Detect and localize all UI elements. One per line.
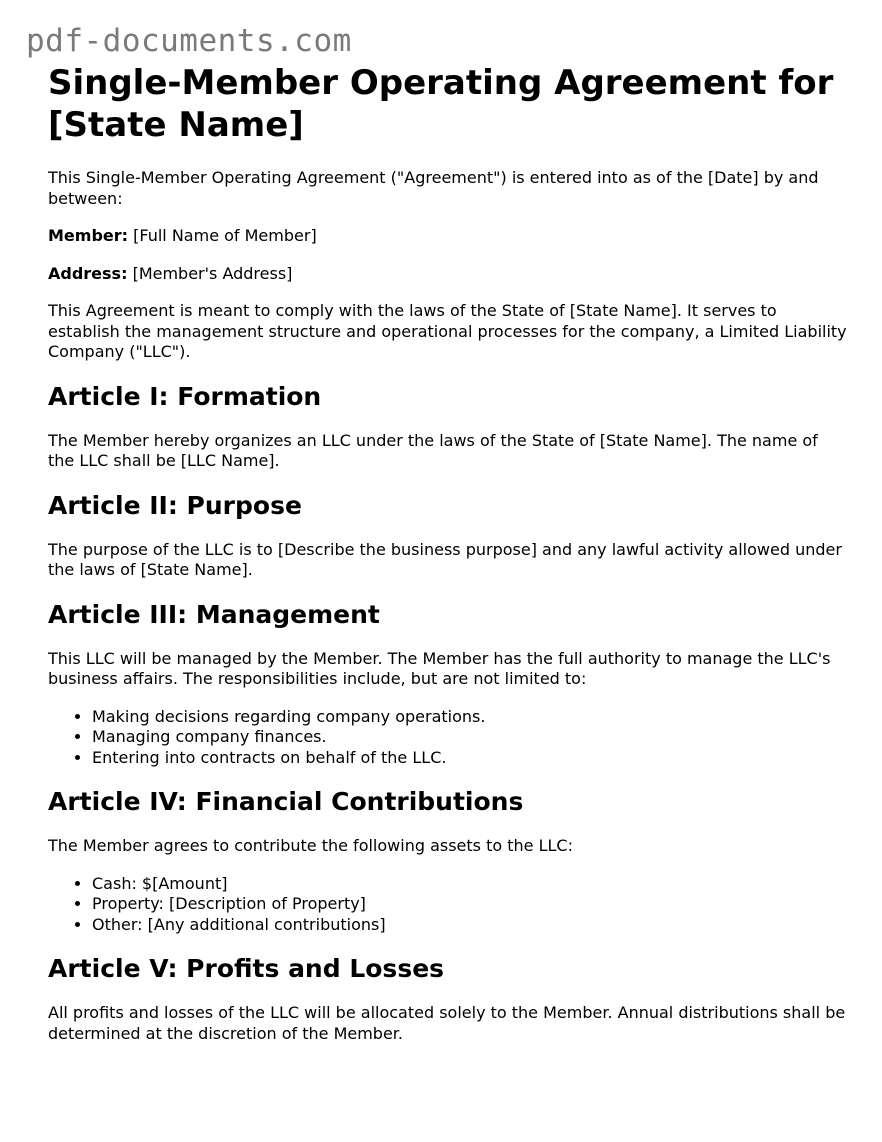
article-heading: Article I: Formation bbox=[48, 381, 322, 411]
address-value: [Member's Address] bbox=[132, 263, 293, 283]
article-heading: Article III: Management bbox=[48, 599, 380, 629]
list-item: • Property: [Description of Property] bbox=[92, 894, 848, 915]
article-body: All profits and losses of the LLC will be allocated solely to the Member. Annual distributions shall be determined at the discretion of the Member. bbox=[48, 1003, 846, 1043]
article-body: The purpose of the LLC is to [Describe the business purpose] and any lawful activity allowed under the laws of [State Name]. bbox=[48, 539, 842, 579]
article-management bbox=[48, 599, 848, 769]
article-purpose bbox=[48, 490, 848, 581]
list-item: • Managing company finances. bbox=[92, 727, 848, 748]
watermark: pdf-documents.com bbox=[26, 23, 352, 59]
member-value: [Full Name of Member] bbox=[133, 226, 317, 245]
article-profits-losses bbox=[48, 953, 848, 1044]
list-item: • Entering into contracts on behalf of the LLC. bbox=[92, 748, 848, 769]
article-heading: Article V: Profits and Losses bbox=[48, 954, 445, 983]
intro-paragraph: This Single-Member Operating Agreement ("Agreement") is entered into as of the [Date] by and between: bbox=[48, 168, 819, 208]
document-title: Single-Member Operating Agreement for [State Name] bbox=[48, 63, 834, 145]
article-body: The Member hereby organizes an LLC under the laws of the State of [State Name]. The name of the LLC shall be [LLC Name]. bbox=[48, 430, 818, 470]
article-heading: Article IV: Financial Contributions bbox=[48, 787, 524, 816]
list-item: • Cash: $[Amount] bbox=[92, 874, 848, 895]
contributions-list bbox=[48, 874, 848, 936]
article-heading: Article II: Purpose bbox=[48, 490, 302, 520]
member-label: Member: bbox=[48, 226, 129, 245]
article-body: This LLC will be managed by the Member. The Member has the full authority to manage the LLC's business affairs. The responsibilities include, but are not limited to: bbox=[48, 648, 831, 688]
article-formation bbox=[48, 381, 848, 472]
article-body: The Member agrees to contribute the following assets to the LLC: bbox=[48, 836, 573, 855]
document-body bbox=[48, 62, 848, 1061]
member-line bbox=[48, 226, 848, 247]
address-label: Address: bbox=[48, 263, 128, 283]
list-item: • Other: [Any additional contributions] bbox=[92, 915, 848, 936]
address-line bbox=[48, 264, 848, 285]
responsibilities-list bbox=[48, 707, 848, 769]
compliance-paragraph: This Agreement is meant to comply with the laws of the State of [State Name]. It serves to establish the management structure and operational processes for the company, a Limited Liability Company ("LLC"). bbox=[48, 301, 847, 361]
article-financial-contributions bbox=[48, 786, 848, 935]
list-item: • Making decisions regarding company operations. bbox=[92, 707, 848, 728]
